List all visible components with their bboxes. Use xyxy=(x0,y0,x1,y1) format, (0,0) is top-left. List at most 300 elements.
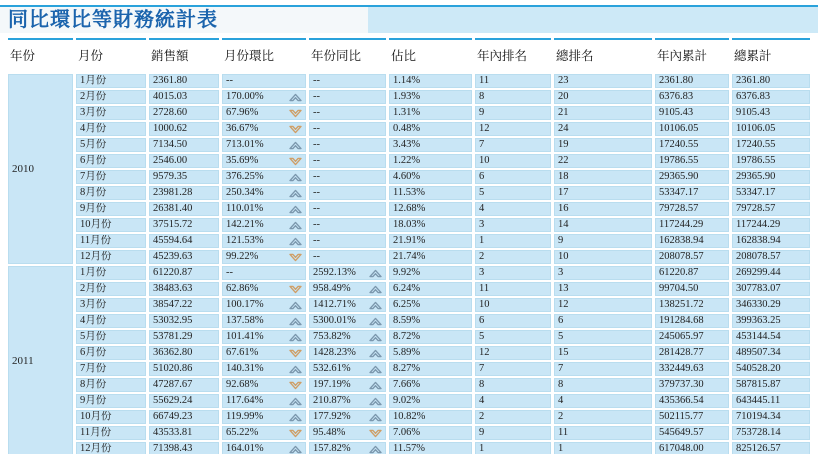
col-header-yoy: 年份同比 xyxy=(309,38,386,72)
mom-cell-value: 140.31% xyxy=(226,363,264,374)
mom-cell xyxy=(222,170,306,184)
total-cumulative-cell: 587815.87 xyxy=(732,378,810,392)
mom-cell xyxy=(222,282,306,296)
yoy-cell-value: 958.49% xyxy=(313,283,351,294)
year-rank-cell: 10 xyxy=(475,298,551,312)
year-rank-cell: 1 xyxy=(475,442,551,454)
month-cell: 8月份 xyxy=(76,378,146,392)
chevron-up-icon xyxy=(369,364,382,375)
chevron-up-icon xyxy=(289,396,302,407)
mom-cell-value: 92.68% xyxy=(226,379,259,390)
title-band-fill xyxy=(368,7,818,33)
yoy-cell xyxy=(309,74,386,88)
chevron-down-icon xyxy=(289,428,302,439)
yoy-cell-value: 532.61% xyxy=(313,363,351,374)
year-rank-cell: 2 xyxy=(475,410,551,424)
month-cell: 6月份 xyxy=(76,346,146,360)
table-row xyxy=(8,138,810,152)
year-rank-cell: 8 xyxy=(475,378,551,392)
year-rank-cell: 5 xyxy=(475,186,551,200)
chevron-up-icon xyxy=(289,140,302,151)
sales-cell: 38547.22 xyxy=(149,298,219,312)
yoy-cell-value: -- xyxy=(313,107,320,118)
yoy-cell-value: 753.82% xyxy=(313,331,351,342)
month-cell: 5月份 xyxy=(76,330,146,344)
mom-cell-value: 121.53% xyxy=(226,235,264,246)
year-cumulative-cell: 435366.54 xyxy=(655,394,729,408)
yoy-cell xyxy=(309,330,386,344)
month-cell: 5月份 xyxy=(76,138,146,152)
yoy-cell-value: -- xyxy=(313,187,320,198)
share-cell: 3.43% xyxy=(389,138,472,152)
share-cell: 11.53% xyxy=(389,186,472,200)
table-row xyxy=(8,426,810,440)
mom-cell xyxy=(222,394,306,408)
chevron-up-icon xyxy=(289,300,302,311)
mom-cell xyxy=(222,218,306,232)
share-cell: 21.91% xyxy=(389,234,472,248)
month-cell: 11月份 xyxy=(76,234,146,248)
sales-cell: 55629.24 xyxy=(149,394,219,408)
table-row xyxy=(8,362,810,376)
total-cumulative-cell: 399363.25 xyxy=(732,314,810,328)
year-cumulative-cell: 502115.77 xyxy=(655,410,729,424)
total-cumulative-cell: 540528.20 xyxy=(732,362,810,376)
month-cell: 9月份 xyxy=(76,202,146,216)
month-cell: 1月份 xyxy=(76,74,146,88)
mom-cell xyxy=(222,74,306,88)
mom-cell-value: 100.17% xyxy=(226,299,264,310)
table-row xyxy=(8,234,810,248)
chevron-down-icon xyxy=(289,108,302,119)
chevron-up-icon xyxy=(369,300,382,311)
total-cumulative-cell: 346330.29 xyxy=(732,298,810,312)
month-cell: 10月份 xyxy=(76,218,146,232)
table-row xyxy=(8,202,810,216)
sales-cell: 1000.62 xyxy=(149,122,219,136)
total-cumulative-cell: 9105.43 xyxy=(732,106,810,120)
year-cumulative-cell: 10106.05 xyxy=(655,122,729,136)
table-row xyxy=(8,74,810,88)
total-rank-cell: 24 xyxy=(554,122,652,136)
year-cumulative-cell: 6376.83 xyxy=(655,90,729,104)
header-row xyxy=(8,38,810,72)
sales-cell: 2546.00 xyxy=(149,154,219,168)
month-cell: 6月份 xyxy=(76,154,146,168)
col-header-year-cumulative: 年內累計 xyxy=(655,38,729,72)
share-cell: 6.24% xyxy=(389,282,472,296)
table-row xyxy=(8,282,810,296)
share-cell: 12.68% xyxy=(389,202,472,216)
yoy-cell-value: -- xyxy=(313,203,320,214)
title-cell xyxy=(0,7,368,33)
share-cell: 1.22% xyxy=(389,154,472,168)
total-cumulative-cell: 453144.54 xyxy=(732,330,810,344)
total-rank-cell: 23 xyxy=(554,74,652,88)
mom-cell xyxy=(222,234,306,248)
yoy-cell xyxy=(309,394,386,408)
table-row xyxy=(8,410,810,424)
year-cumulative-cell: 19786.55 xyxy=(655,154,729,168)
mom-cell-value: -- xyxy=(226,75,233,86)
sales-cell: 43533.81 xyxy=(149,426,219,440)
share-cell: 21.74% xyxy=(389,250,472,264)
mom-cell-value: 110.01% xyxy=(226,203,264,214)
yoy-cell xyxy=(309,90,386,104)
table-row xyxy=(8,170,810,184)
total-cumulative-cell: 208078.57 xyxy=(732,250,810,264)
share-cell: 11.57% xyxy=(389,442,472,454)
table-row xyxy=(8,314,810,328)
total-cumulative-cell: 162838.94 xyxy=(732,234,810,248)
yoy-cell xyxy=(309,282,386,296)
yoy-cell xyxy=(309,426,386,440)
yoy-cell-value: -- xyxy=(313,235,320,246)
mom-cell xyxy=(222,330,306,344)
total-cumulative-cell: 643445.11 xyxy=(732,394,810,408)
chevron-up-icon xyxy=(369,396,382,407)
mom-cell-value: 376.25% xyxy=(226,171,264,182)
chevron-up-icon xyxy=(289,172,302,183)
month-cell: 9月份 xyxy=(76,394,146,408)
chevron-up-icon xyxy=(289,220,302,231)
year-rank-cell: 11 xyxy=(475,282,551,296)
sales-cell: 61220.87 xyxy=(149,266,219,280)
sales-cell: 53781.29 xyxy=(149,330,219,344)
chevron-up-icon xyxy=(369,412,382,423)
yoy-cell xyxy=(309,410,386,424)
year-rank-cell: 2 xyxy=(475,250,551,264)
year-cell: 2011 xyxy=(8,266,73,454)
stats-table xyxy=(5,36,813,454)
total-cumulative-cell: 6376.83 xyxy=(732,90,810,104)
table-row xyxy=(8,218,810,232)
yoy-cell-value: 177.92% xyxy=(313,411,351,422)
total-rank-cell: 1 xyxy=(554,442,652,454)
year-cell: 2010 xyxy=(8,74,73,264)
year-cumulative-cell: 332449.63 xyxy=(655,362,729,376)
total-rank-cell: 15 xyxy=(554,346,652,360)
chevron-up-icon xyxy=(369,444,382,454)
share-cell: 7.06% xyxy=(389,426,472,440)
yoy-cell xyxy=(309,346,386,360)
mom-cell xyxy=(222,346,306,360)
mom-cell xyxy=(222,154,306,168)
total-cumulative-cell: 489507.34 xyxy=(732,346,810,360)
yoy-cell-value: 5300.01% xyxy=(313,315,356,326)
yoy-cell-value: 210.87% xyxy=(313,395,351,406)
total-rank-cell: 9 xyxy=(554,234,652,248)
share-cell: 5.89% xyxy=(389,346,472,360)
mom-cell xyxy=(222,362,306,376)
yoy-cell-value: 197.19% xyxy=(313,379,351,390)
mom-cell xyxy=(222,298,306,312)
chevron-up-icon xyxy=(369,348,382,359)
year-rank-cell: 3 xyxy=(475,266,551,280)
total-rank-cell: 12 xyxy=(554,298,652,312)
year-rank-cell: 9 xyxy=(475,426,551,440)
total-rank-cell: 14 xyxy=(554,218,652,232)
share-cell: 6.25% xyxy=(389,298,472,312)
mom-cell xyxy=(222,122,306,136)
chevron-up-icon xyxy=(289,412,302,423)
title-band xyxy=(0,7,818,33)
mom-cell-value: 170.00% xyxy=(226,91,264,102)
total-cumulative-cell: 17240.55 xyxy=(732,138,810,152)
yoy-cell xyxy=(309,106,386,120)
total-cumulative-cell: 53347.17 xyxy=(732,186,810,200)
col-header-total-cumulative: 總累計 xyxy=(732,38,810,72)
sales-cell: 66749.23 xyxy=(149,410,219,424)
total-rank-cell: 11 xyxy=(554,426,652,440)
share-cell: 8.72% xyxy=(389,330,472,344)
sales-cell: 45239.63 xyxy=(149,250,219,264)
mom-cell xyxy=(222,202,306,216)
total-cumulative-cell: 753728.14 xyxy=(732,426,810,440)
month-cell: 3月份 xyxy=(76,106,146,120)
mom-cell-value: 117.64% xyxy=(226,395,264,406)
year-cumulative-cell: 117244.29 xyxy=(655,218,729,232)
year-cumulative-cell: 99704.50 xyxy=(655,282,729,296)
table-row xyxy=(8,346,810,360)
year-rank-cell: 6 xyxy=(475,314,551,328)
total-rank-cell: 5 xyxy=(554,330,652,344)
year-cumulative-cell: 53347.17 xyxy=(655,186,729,200)
sales-cell: 4015.03 xyxy=(149,90,219,104)
year-cumulative-cell: 379737.30 xyxy=(655,378,729,392)
share-cell: 7.66% xyxy=(389,378,472,392)
month-cell: 3月份 xyxy=(76,298,146,312)
sales-cell: 36362.80 xyxy=(149,346,219,360)
table-row xyxy=(8,186,810,200)
yoy-cell-value: -- xyxy=(313,123,320,134)
table-wrap xyxy=(5,36,813,454)
yoy-cell-value: 1428.23% xyxy=(313,347,356,358)
year-rank-cell: 3 xyxy=(475,218,551,232)
year-rank-cell: 8 xyxy=(475,90,551,104)
year-rank-cell: 7 xyxy=(475,362,551,376)
total-cumulative-cell: 19786.55 xyxy=(732,154,810,168)
total-rank-cell: 10 xyxy=(554,250,652,264)
mom-cell xyxy=(222,138,306,152)
year-rank-cell: 10 xyxy=(475,154,551,168)
chevron-up-icon xyxy=(369,380,382,391)
total-cumulative-cell: 269299.44 xyxy=(732,266,810,280)
mom-cell xyxy=(222,250,306,264)
yoy-cell xyxy=(309,122,386,136)
page-title: 同比環比等財務統計表 xyxy=(8,9,218,31)
total-cumulative-cell: 710194.34 xyxy=(732,410,810,424)
share-cell: 1.93% xyxy=(389,90,472,104)
mom-cell xyxy=(222,426,306,440)
mom-cell-value: 67.96% xyxy=(226,107,259,118)
year-cumulative-cell: 9105.43 xyxy=(655,106,729,120)
yoy-cell-value: -- xyxy=(313,171,320,182)
table-body xyxy=(8,74,810,454)
total-rank-cell: 4 xyxy=(554,394,652,408)
mom-cell-value: 250.34% xyxy=(226,187,264,198)
table-row xyxy=(8,122,810,136)
col-header-year-rank: 年內排名 xyxy=(475,38,551,72)
yoy-cell xyxy=(309,218,386,232)
chevron-up-icon xyxy=(369,332,382,343)
sales-cell: 71398.43 xyxy=(149,442,219,454)
share-cell: 18.03% xyxy=(389,218,472,232)
chevron-down-icon xyxy=(289,348,302,359)
year-cumulative-cell: 29365.90 xyxy=(655,170,729,184)
sales-cell: 9579.35 xyxy=(149,170,219,184)
sales-cell: 23981.28 xyxy=(149,186,219,200)
sales-cell: 45594.64 xyxy=(149,234,219,248)
chevron-up-icon xyxy=(289,316,302,327)
yoy-cell-value: -- xyxy=(313,139,320,150)
mom-cell xyxy=(222,410,306,424)
share-cell: 9.92% xyxy=(389,266,472,280)
share-cell: 0.48% xyxy=(389,122,472,136)
total-rank-cell: 16 xyxy=(554,202,652,216)
col-header-mom: 月份環比 xyxy=(222,38,306,72)
total-cumulative-cell: 79728.57 xyxy=(732,202,810,216)
chevron-up-icon xyxy=(289,188,302,199)
month-cell: 4月份 xyxy=(76,122,146,136)
sales-cell: 7134.50 xyxy=(149,138,219,152)
chevron-down-icon xyxy=(289,156,302,167)
year-cumulative-cell: 281428.77 xyxy=(655,346,729,360)
yoy-cell-value: 1412.71% xyxy=(313,299,356,310)
col-header-year: 年份 xyxy=(8,38,73,72)
yoy-cell xyxy=(309,314,386,328)
year-rank-cell: 5 xyxy=(475,330,551,344)
chevron-up-icon xyxy=(289,364,302,375)
col-header-sales: 銷售額 xyxy=(149,38,219,72)
yoy-cell xyxy=(309,202,386,216)
month-cell: 12月份 xyxy=(76,250,146,264)
year-cumulative-cell: 208078.57 xyxy=(655,250,729,264)
sales-cell: 47287.67 xyxy=(149,378,219,392)
yoy-cell-value: -- xyxy=(313,91,320,102)
month-cell: 4月份 xyxy=(76,314,146,328)
yoy-cell-value: -- xyxy=(313,155,320,166)
mom-cell xyxy=(222,106,306,120)
mom-cell-value: 35.69% xyxy=(226,155,259,166)
total-rank-cell: 22 xyxy=(554,154,652,168)
table-row xyxy=(8,394,810,408)
year-cumulative-cell: 245065.97 xyxy=(655,330,729,344)
yoy-cell xyxy=(309,170,386,184)
month-cell: 8月份 xyxy=(76,186,146,200)
yoy-cell xyxy=(309,186,386,200)
yoy-cell xyxy=(309,378,386,392)
year-rank-cell: 4 xyxy=(475,394,551,408)
total-rank-cell: 2 xyxy=(554,410,652,424)
mom-cell-value: 164.01% xyxy=(226,443,264,454)
year-rank-cell: 1 xyxy=(475,234,551,248)
yoy-cell xyxy=(309,298,386,312)
share-cell: 9.02% xyxy=(389,394,472,408)
yoy-cell xyxy=(309,234,386,248)
year-cumulative-cell: 617048.00 xyxy=(655,442,729,454)
table-row xyxy=(8,250,810,264)
sales-cell: 37515.72 xyxy=(149,218,219,232)
yoy-cell xyxy=(309,442,386,454)
yoy-cell-value: 157.82% xyxy=(313,443,351,454)
yoy-cell-value: 95.48% xyxy=(313,427,346,438)
month-cell: 10月份 xyxy=(76,410,146,424)
month-cell: 12月份 xyxy=(76,442,146,454)
yoy-cell xyxy=(309,250,386,264)
col-header-month: 月份 xyxy=(76,38,146,72)
yoy-cell xyxy=(309,266,386,280)
chevron-up-icon xyxy=(289,92,302,103)
total-cumulative-cell: 307783.07 xyxy=(732,282,810,296)
share-cell: 4.60% xyxy=(389,170,472,184)
yoy-cell-value: 2592.13% xyxy=(313,267,356,278)
total-cumulative-cell: 117244.29 xyxy=(732,218,810,232)
year-rank-cell: 11 xyxy=(475,74,551,88)
total-cumulative-cell: 2361.80 xyxy=(732,74,810,88)
yoy-cell xyxy=(309,362,386,376)
total-rank-cell: 8 xyxy=(554,378,652,392)
yoy-cell xyxy=(309,154,386,168)
mom-cell xyxy=(222,442,306,454)
year-rank-cell: 9 xyxy=(475,106,551,120)
mom-cell-value: 65.22% xyxy=(226,427,259,438)
chevron-up-icon xyxy=(289,332,302,343)
month-cell: 11月份 xyxy=(76,426,146,440)
mom-cell-value: 67.61% xyxy=(226,347,259,358)
sales-cell: 51020.86 xyxy=(149,362,219,376)
year-cumulative-cell: 61220.87 xyxy=(655,266,729,280)
total-rank-cell: 17 xyxy=(554,186,652,200)
year-cumulative-cell: 138251.72 xyxy=(655,298,729,312)
chevron-down-icon xyxy=(289,252,302,263)
year-cumulative-cell: 191284.68 xyxy=(655,314,729,328)
chevron-up-icon xyxy=(289,204,302,215)
month-cell: 7月份 xyxy=(76,170,146,184)
mom-cell xyxy=(222,314,306,328)
mom-cell-value: 119.99% xyxy=(226,411,264,422)
chevron-up-icon xyxy=(369,316,382,327)
mom-cell-value: 101.41% xyxy=(226,331,264,342)
sales-cell: 2728.60 xyxy=(149,106,219,120)
yoy-cell-value: -- xyxy=(313,251,320,262)
sales-cell: 53032.95 xyxy=(149,314,219,328)
chevron-down-icon xyxy=(289,380,302,391)
mom-cell-value: 99.22% xyxy=(226,251,259,262)
year-rank-cell: 12 xyxy=(475,122,551,136)
table-row xyxy=(8,298,810,312)
total-rank-cell: 18 xyxy=(554,170,652,184)
table-row xyxy=(8,90,810,104)
share-cell: 1.14% xyxy=(389,74,472,88)
month-cell: 2月份 xyxy=(76,282,146,296)
year-cumulative-cell: 17240.55 xyxy=(655,138,729,152)
total-rank-cell: 13 xyxy=(554,282,652,296)
total-rank-cell: 7 xyxy=(554,362,652,376)
total-cumulative-cell: 10106.05 xyxy=(732,122,810,136)
mom-cell xyxy=(222,186,306,200)
year-cumulative-cell: 162838.94 xyxy=(655,234,729,248)
mom-cell-value: -- xyxy=(226,267,233,278)
chevron-up-icon xyxy=(369,284,382,295)
table-row xyxy=(8,378,810,392)
year-cumulative-cell: 545649.57 xyxy=(655,426,729,440)
total-rank-cell: 3 xyxy=(554,266,652,280)
total-rank-cell: 6 xyxy=(554,314,652,328)
chevron-down-icon xyxy=(289,284,302,295)
year-rank-cell: 4 xyxy=(475,202,551,216)
share-cell: 8.27% xyxy=(389,362,472,376)
